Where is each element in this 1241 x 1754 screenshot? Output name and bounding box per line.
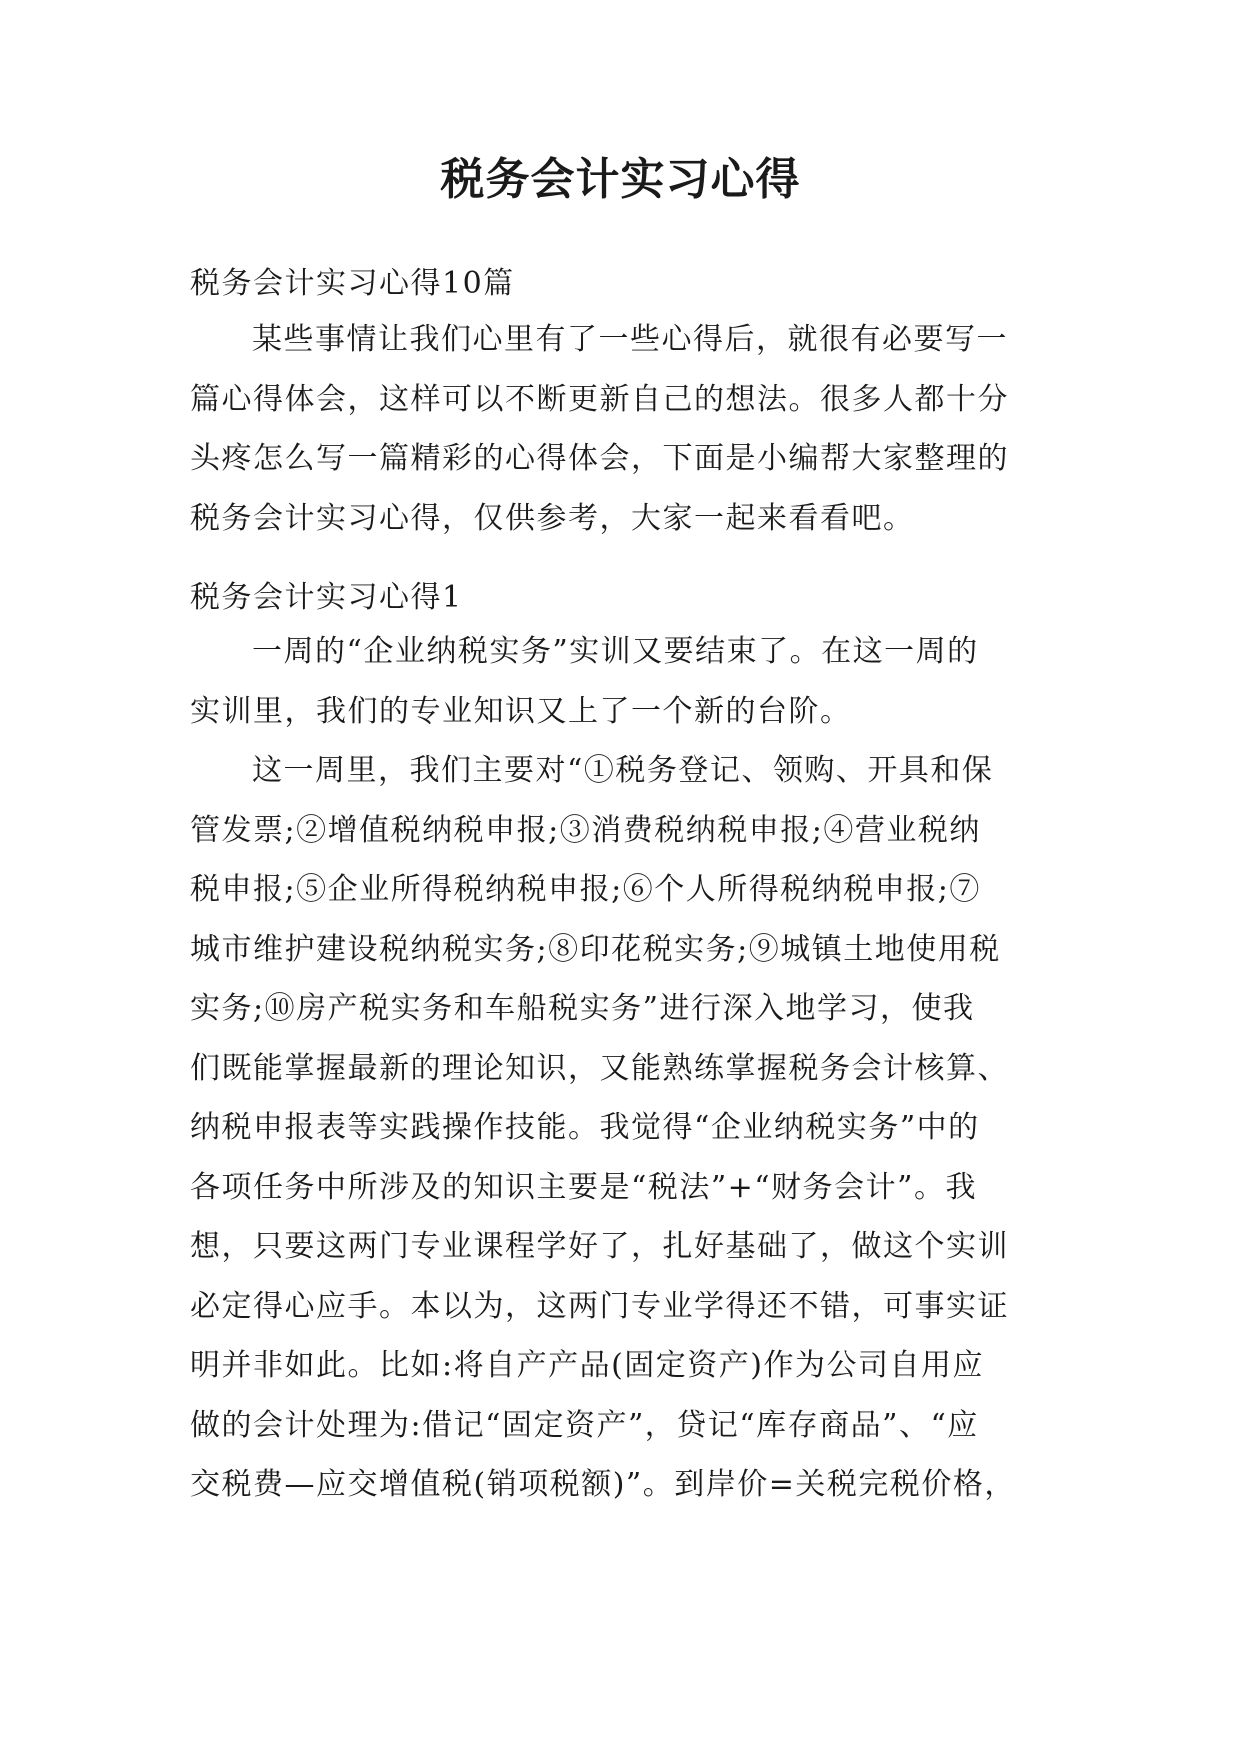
intro-line: 篇心得体会，这样可以不断更新自己的想法。很多人都十分 [190, 381, 1009, 417]
intro-line: 头疼怎么写一篇精彩的心得体会，下面是小编帮大家整理的 [190, 441, 1009, 476]
paragraph-line: 必定得心应手。本以为，这两门专业学得还不错，可事实证 [190, 1288, 1009, 1324]
main-heading-block [190, 254, 1050, 314]
section1-heading-block [190, 568, 1050, 628]
main-heading: 税务会计实习心得10篇 [190, 266, 515, 301]
section1-paragraph-2 [190, 741, 1050, 1515]
paragraph-line: 交税费—应交增值税(销项税额)”。到岸价=关税完税价格， [190, 1467, 1016, 1502]
intro-line: 税务会计实习心得，仅供参考，大家一起来看看吧。 [190, 500, 915, 536]
paragraph-line: 实训里，我们的专业知识又上了一个新的台阶。 [190, 693, 852, 729]
paragraph-line: 纳税申报表等实践操作技能。我觉得“企业纳税实务”中的 [190, 1110, 980, 1145]
section1-paragraph-1 [190, 622, 1050, 741]
paragraph-line: 想，只要这两门专业课程学好了，扎好基础了，做这个实训 [190, 1229, 1009, 1264]
paragraph-line: 城市维护建设税纳税实务;⑧印花税实务;⑨城镇土地使用税 [190, 931, 1001, 967]
paragraph-line: 这一周里，我们主要对“①税务登记、领购、开具和保 [252, 753, 994, 788]
paragraph-line: 明并非如此。比如:将自产产品(固定资产)作为公司自用应 [190, 1348, 985, 1383]
paragraph-line: 一周的“企业纳税实务”实训又要结束了。在这一周的 [252, 634, 979, 669]
intro-line: 某些事情让我们心里有了一些心得后，就很有必要写一 [252, 322, 1008, 357]
intro-paragraph [190, 310, 1050, 548]
paragraph-line: 做的会计处理为:借记“固定资产”，贷记“库存商品”、“应 [190, 1407, 979, 1443]
paragraph-line: 税申报;⑤企业所得税纳税申报;⑥个人所得税纳税申报;⑦ [190, 872, 981, 907]
paragraph-line: 管发票;②增值税纳税申报;③消费税纳税申报;④营业税纳 [190, 812, 981, 848]
section1-heading: 税务会计实习心得1 [190, 580, 463, 615]
paragraph-line: 各项任务中所涉及的知识主要是“税法”+“财务会计”。我 [190, 1169, 977, 1205]
document-title: 税务会计实习心得 [440, 154, 801, 205]
paragraph-line: 实务;⑩房产税实务和车船税实务”进行深入地学习，使我 [190, 991, 975, 1026]
paragraph-line: 们既能掌握最新的理论知识，又能熟练掌握税务会计核算、 [190, 1050, 1009, 1086]
